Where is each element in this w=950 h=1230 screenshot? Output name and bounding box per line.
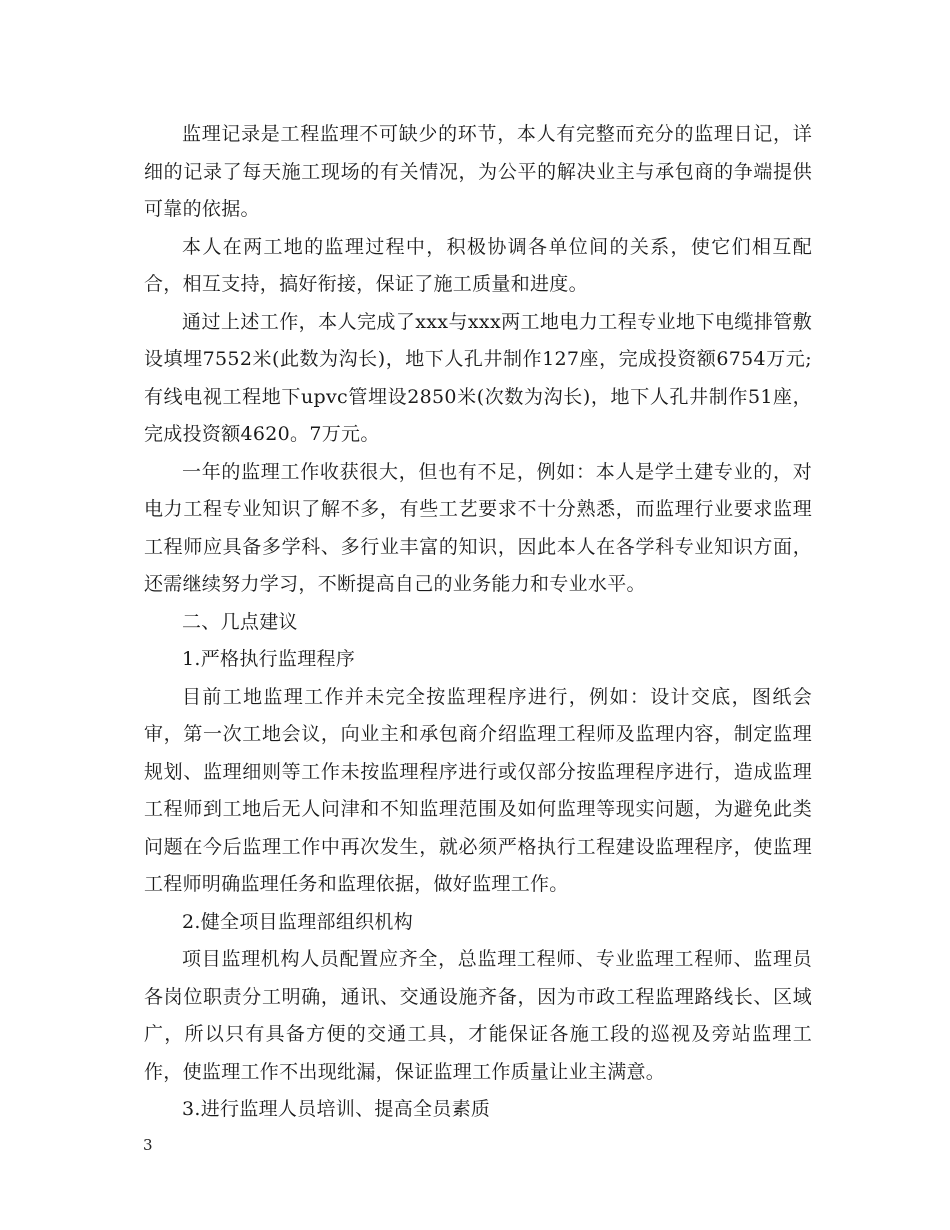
page-number: 3 bbox=[143, 1136, 153, 1154]
paragraph-procedure: 目前工地监理工作并未完全按监理程序进行，例如：设计交底，图纸会审，第一次工地会议，向业主和承包商介绍监理工程师及监理内容，制定监理规划、监理细则等工作未按监理程序进行或仅部分按监理程序进行，造成监理工程师到工地后无人问津和不知监理范围及如何监理等现实问题，为避免此类问题在今后监理工作中再次发生，就必须严格执行工程建设监理程序，使监理工程师明确监理任务和监理依据，做好监理工作。 bbox=[144, 685, 812, 895]
paragraph-coordination: 本人在两工地的监理过程中，积极协调各单位间的关系，使它们相互配合，相互支持，搞好衔接，保证了施工质量和进度。 bbox=[144, 235, 812, 295]
paragraph-supervision-records: 监理记录是工程监理不可缺少的环节，本人有完整而充分的监理日记，详细的记录了每天施工现场的有关情况，为公平的解决业主与承包商的争端提供可靠的依据。 bbox=[144, 123, 812, 220]
paragraph-shortcomings: 一年的监理工作收获很大，但也有不足，例如：本人是学土建专业的，对电力工程专业知识了解不多，有些工艺要求不十分熟悉，而监理行业要求监理工程师应具备多学科、多行业丰富的知识，因此本人在各学科专业知识方面，还需继续努力学习，不断提高自己的业务能力和专业水平。 bbox=[144, 460, 812, 595]
section-heading-suggestions: 二、几点建议 bbox=[182, 610, 298, 633]
paragraph-work-completed: 通过上述工作，本人完成了xxx与xxx两工地电力工程专业地下电缆排管敷设填埋7552米(此数为沟长)，地下人孔井制作127座，完成投资额6754万元;有线电视工程地下upvc管埋设2850米(次数为沟长)，地下人孔井制作51座，完成投资额4620。7万元。 bbox=[144, 310, 812, 445]
paragraph-organization: 项目监理机构人员配置应齐全，总监理工程师、专业监理工程师、监理员各岗位职责分工明确，通讯、交通设施齐备，因为市政工程监理路线长、区域广，所以只有具备方便的交通工具，才能保证各施工段的巡视及旁站监理工作，使监理工作不出现纰漏，保证监理工作质量让业主满意。 bbox=[144, 948, 812, 1083]
subheading-training: 3.进行监理人员培训、提高全员素质 bbox=[182, 1098, 491, 1120]
subheading-procedure: 1.严格执行监理程序 bbox=[182, 648, 356, 670]
document-body bbox=[144, 116, 812, 1129]
subheading-organization: 2.健全项目监理部组织机构 bbox=[182, 910, 414, 933]
